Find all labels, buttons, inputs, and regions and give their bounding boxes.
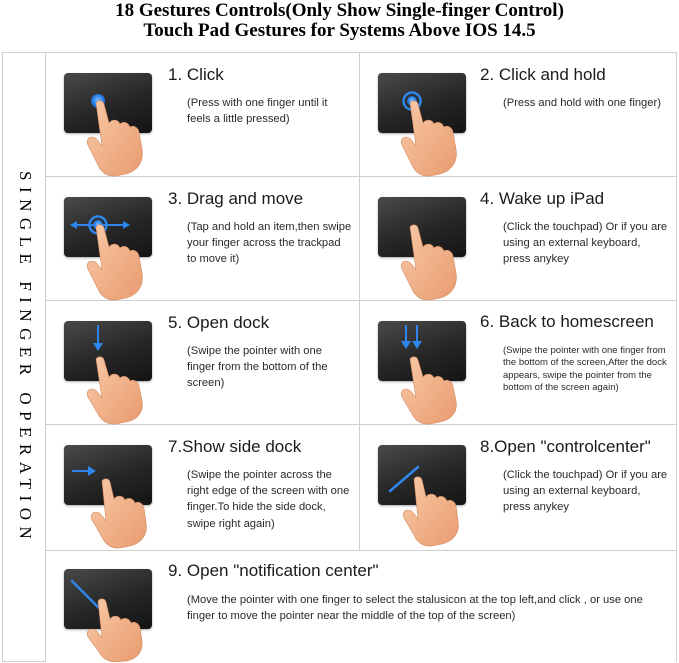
gesture-cell-5 (46, 301, 359, 425)
gesture-description: (Press with one finger until it feels a little pressed) (187, 97, 328, 126)
gesture-description: (Swipe the pointer with one finger from the bottom of the screen,After the dock appears, swipe the pointer from the bottom of the screen again) (503, 345, 667, 393)
side-panel (2, 52, 46, 662)
gesture-description: (Swipe the pointer across the right edge of the screen with one finger.To hide the side dock, swipe right again) (187, 469, 350, 530)
gesture-description: (Move the pointer with one finger to select the stalusicon at the top left,and click , or use one finger to move the pointer near the middle of the top of the screen) (187, 594, 643, 623)
gesture-title: 3. Drag and move (168, 189, 304, 208)
gesture-title: 6. Back to homescreen (480, 312, 654, 331)
side-label: SINGLE FINGER OPERATION (16, 170, 35, 546)
gesture-title: 9. Open "notification center" (168, 561, 379, 580)
gesture-cell-9 (46, 551, 677, 662)
gesture-title: 4. Wake up iPad (480, 189, 605, 208)
header-title-line2: Touch Pad Gestures for Systems Above IOS 14.5 (143, 20, 536, 41)
gesture-title: 5. Open dock (168, 313, 270, 332)
header-title-line1: 18 Gestures Controls(Only Show Single-finger Control) (115, 0, 564, 21)
gesture-title: 1. Click (168, 65, 224, 84)
gesture-description: (Click the touchpad) Or if you are using an external keyboard, press anykey (503, 221, 668, 266)
gesture-cell-7 (46, 425, 359, 551)
gesture-title: 8.Open "controlcenter" (480, 437, 651, 456)
gesture-cell-2 (360, 53, 677, 177)
gesture-description: (Tap and hold an item,then swipe your finger across the trackpad to move it) (187, 221, 352, 266)
gesture-description: (Click the touchpad) Or if you are using an external keyboard, press anykey (503, 469, 668, 514)
gesture-cell-3 (46, 177, 359, 301)
gesture-cell-6 (360, 301, 677, 425)
gesture-grid (46, 52, 677, 662)
gesture-cell-1 (46, 53, 359, 177)
gesture-description: (Press and hold with one finger) (503, 97, 661, 109)
gesture-cell-4 (360, 177, 677, 301)
gesture-title: 7.Show side dock (168, 437, 302, 456)
gesture-description: (Swipe the pointer with one finger from the bottom of the screen) (187, 345, 328, 390)
gesture-cell-8 (360, 425, 677, 551)
gesture-title: 2. Click and hold (480, 65, 606, 84)
